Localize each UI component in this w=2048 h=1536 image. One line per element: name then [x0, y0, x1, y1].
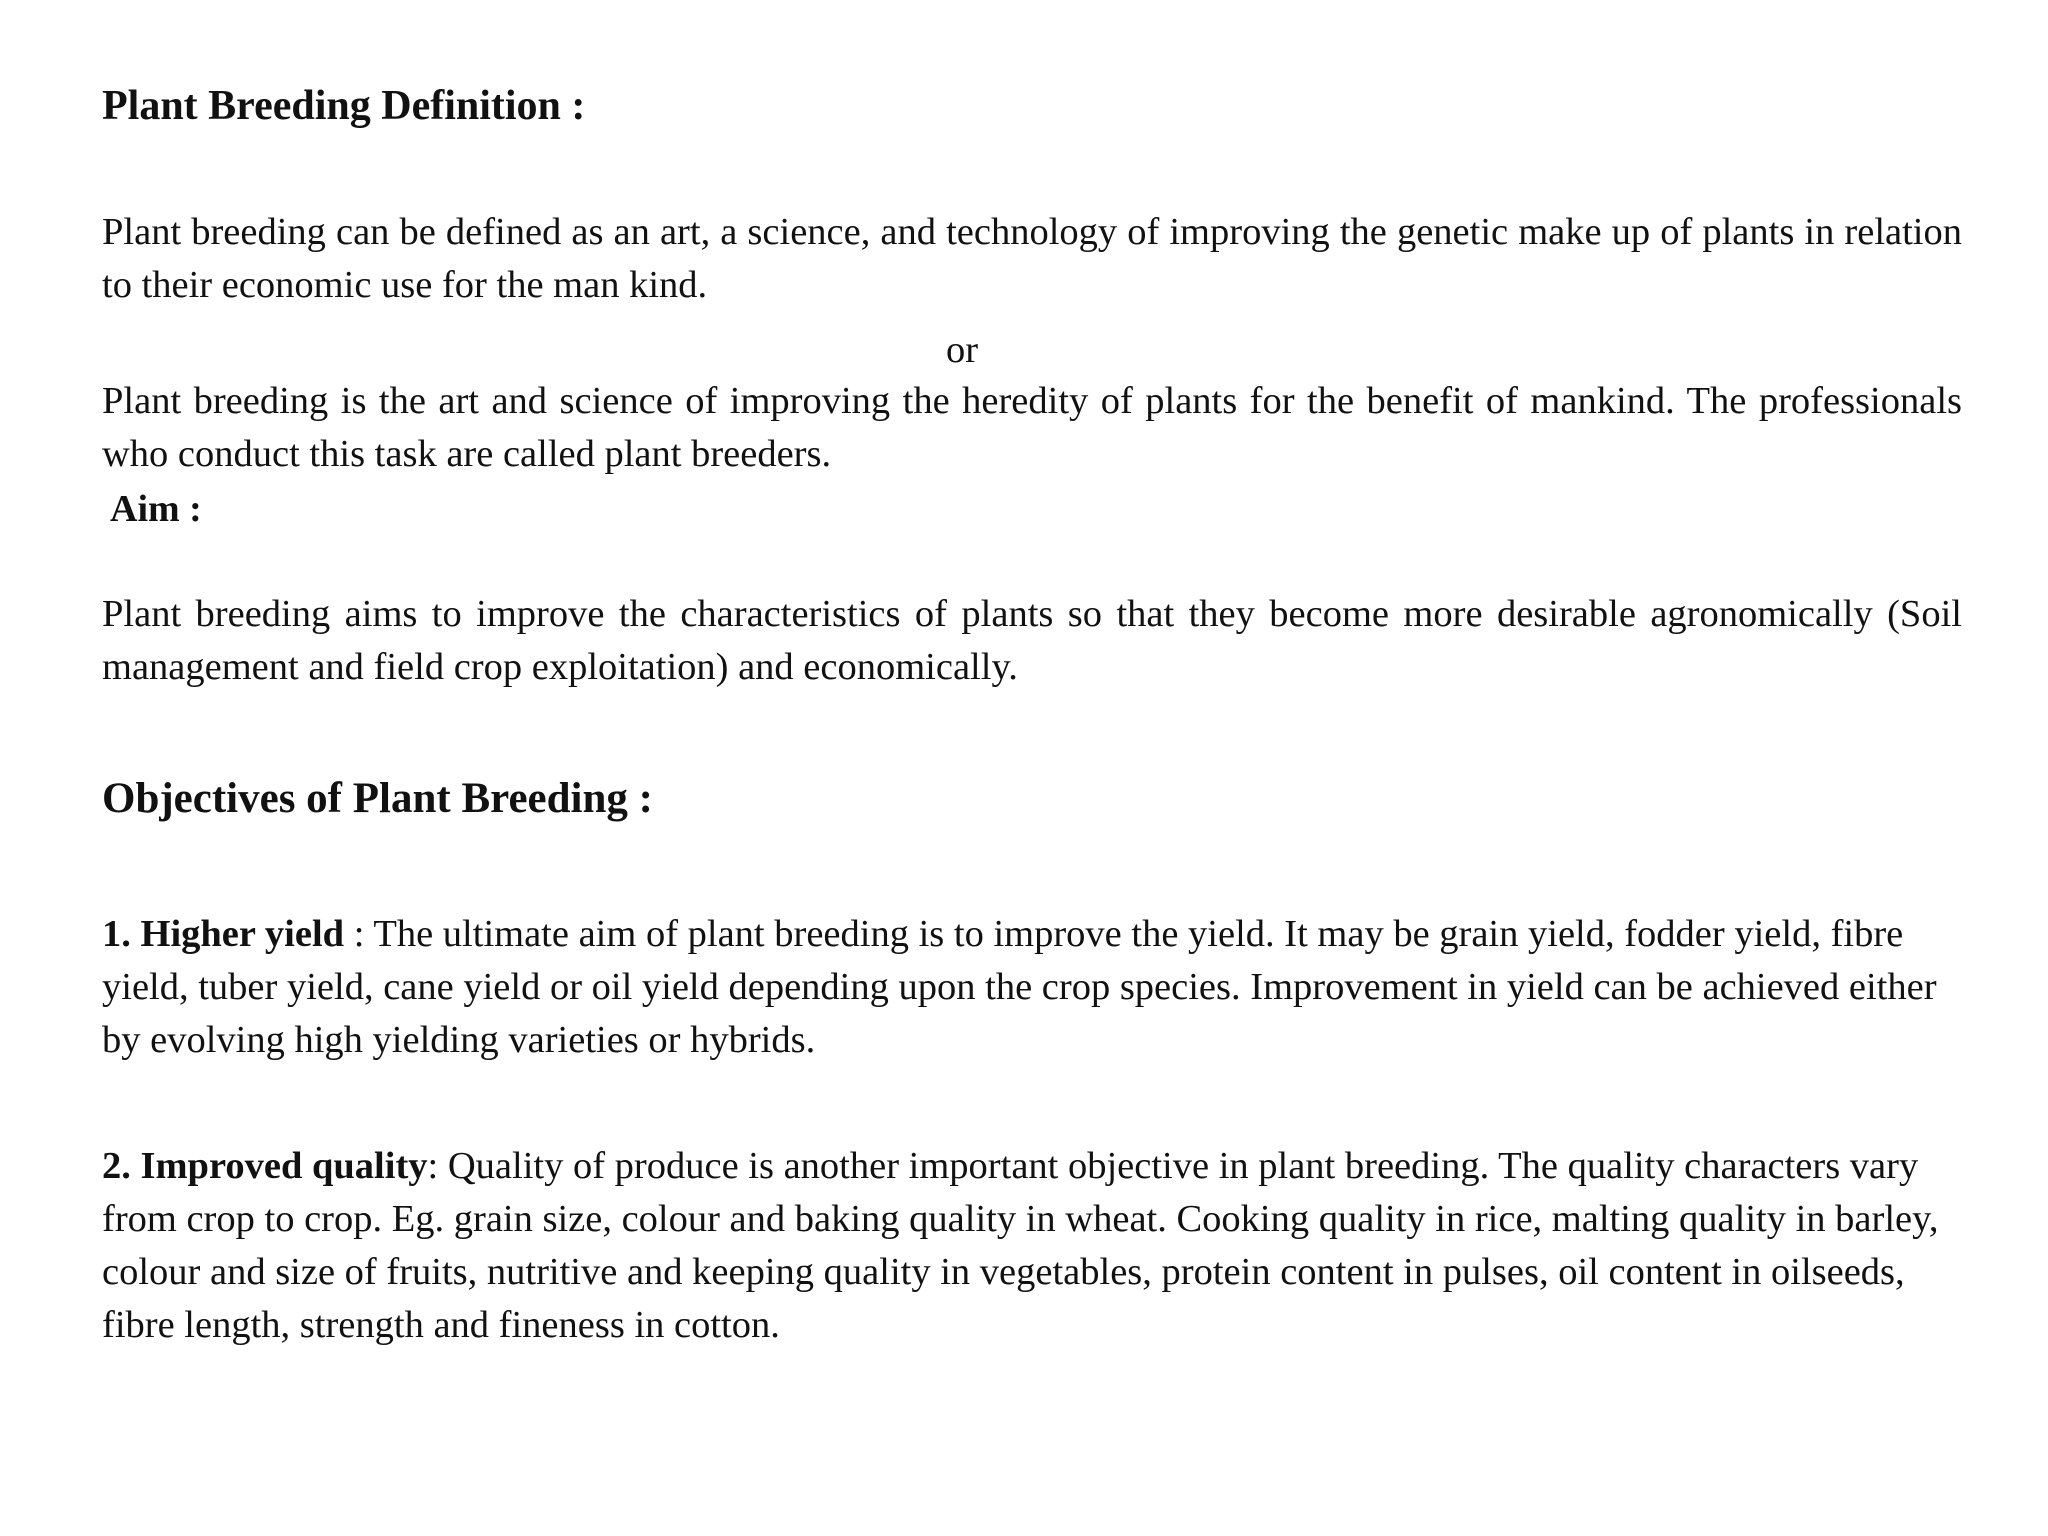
aim-paragraph: Plant breeding aims to improve the characteristics of plants so that they become more desirable agronomically (Soil management and field crop exploitation) and economically. — [102, 593, 1962, 688]
objective-separator: : — [344, 913, 374, 955]
definition-paragraph-2: Plant breeding is the art and science of improving the heredity of plants for the benefit of mankind. The professionals who conduct this task are called plant breeders. — [102, 380, 1962, 475]
aim-heading: Aim : — [110, 488, 202, 530]
definition-heading: Plant Breeding Definition : — [102, 83, 586, 129]
objective-label: 1. Higher yield — [102, 913, 345, 955]
objective-item-improved-quality — [102, 1140, 1962, 1352]
definition-paragraph-1: Plant breeding can be defined as an art, a science, and technology of improving the genetic make up of plants in relation to their economic use for the man kind. — [102, 211, 1962, 306]
or-separator: or — [945, 329, 979, 371]
objective-label: 2. Improved quality — [102, 1145, 428, 1187]
objective-separator: : — [427, 1145, 448, 1187]
objective-text: The ultimate aim of plant breeding is to improve the yield. It may be grain yield, fodder yield, fibre yield, tuber yield, cane yield or oil yield depending upon the crop species. Improvement in yield can be achieved either by evolving high yielding varieties or hybrids. — [102, 913, 1937, 1061]
objective-text: Quality of produce is another important objective in plant breeding. The quality characters vary from crop to crop. Eg. grain size, colour and baking quality in wheat. Cooking quality in rice, malting quality in barley, colour and size of fruits, nutritive and keeping quality in vegetables, protein content in pulses, oil content in oilseeds, fibre length, strength and fineness in cotton. — [102, 1145, 1939, 1346]
objective-item-higher-yield — [102, 908, 1962, 1067]
objectives-heading: Objectives of Plant Breeding : — [102, 775, 653, 822]
